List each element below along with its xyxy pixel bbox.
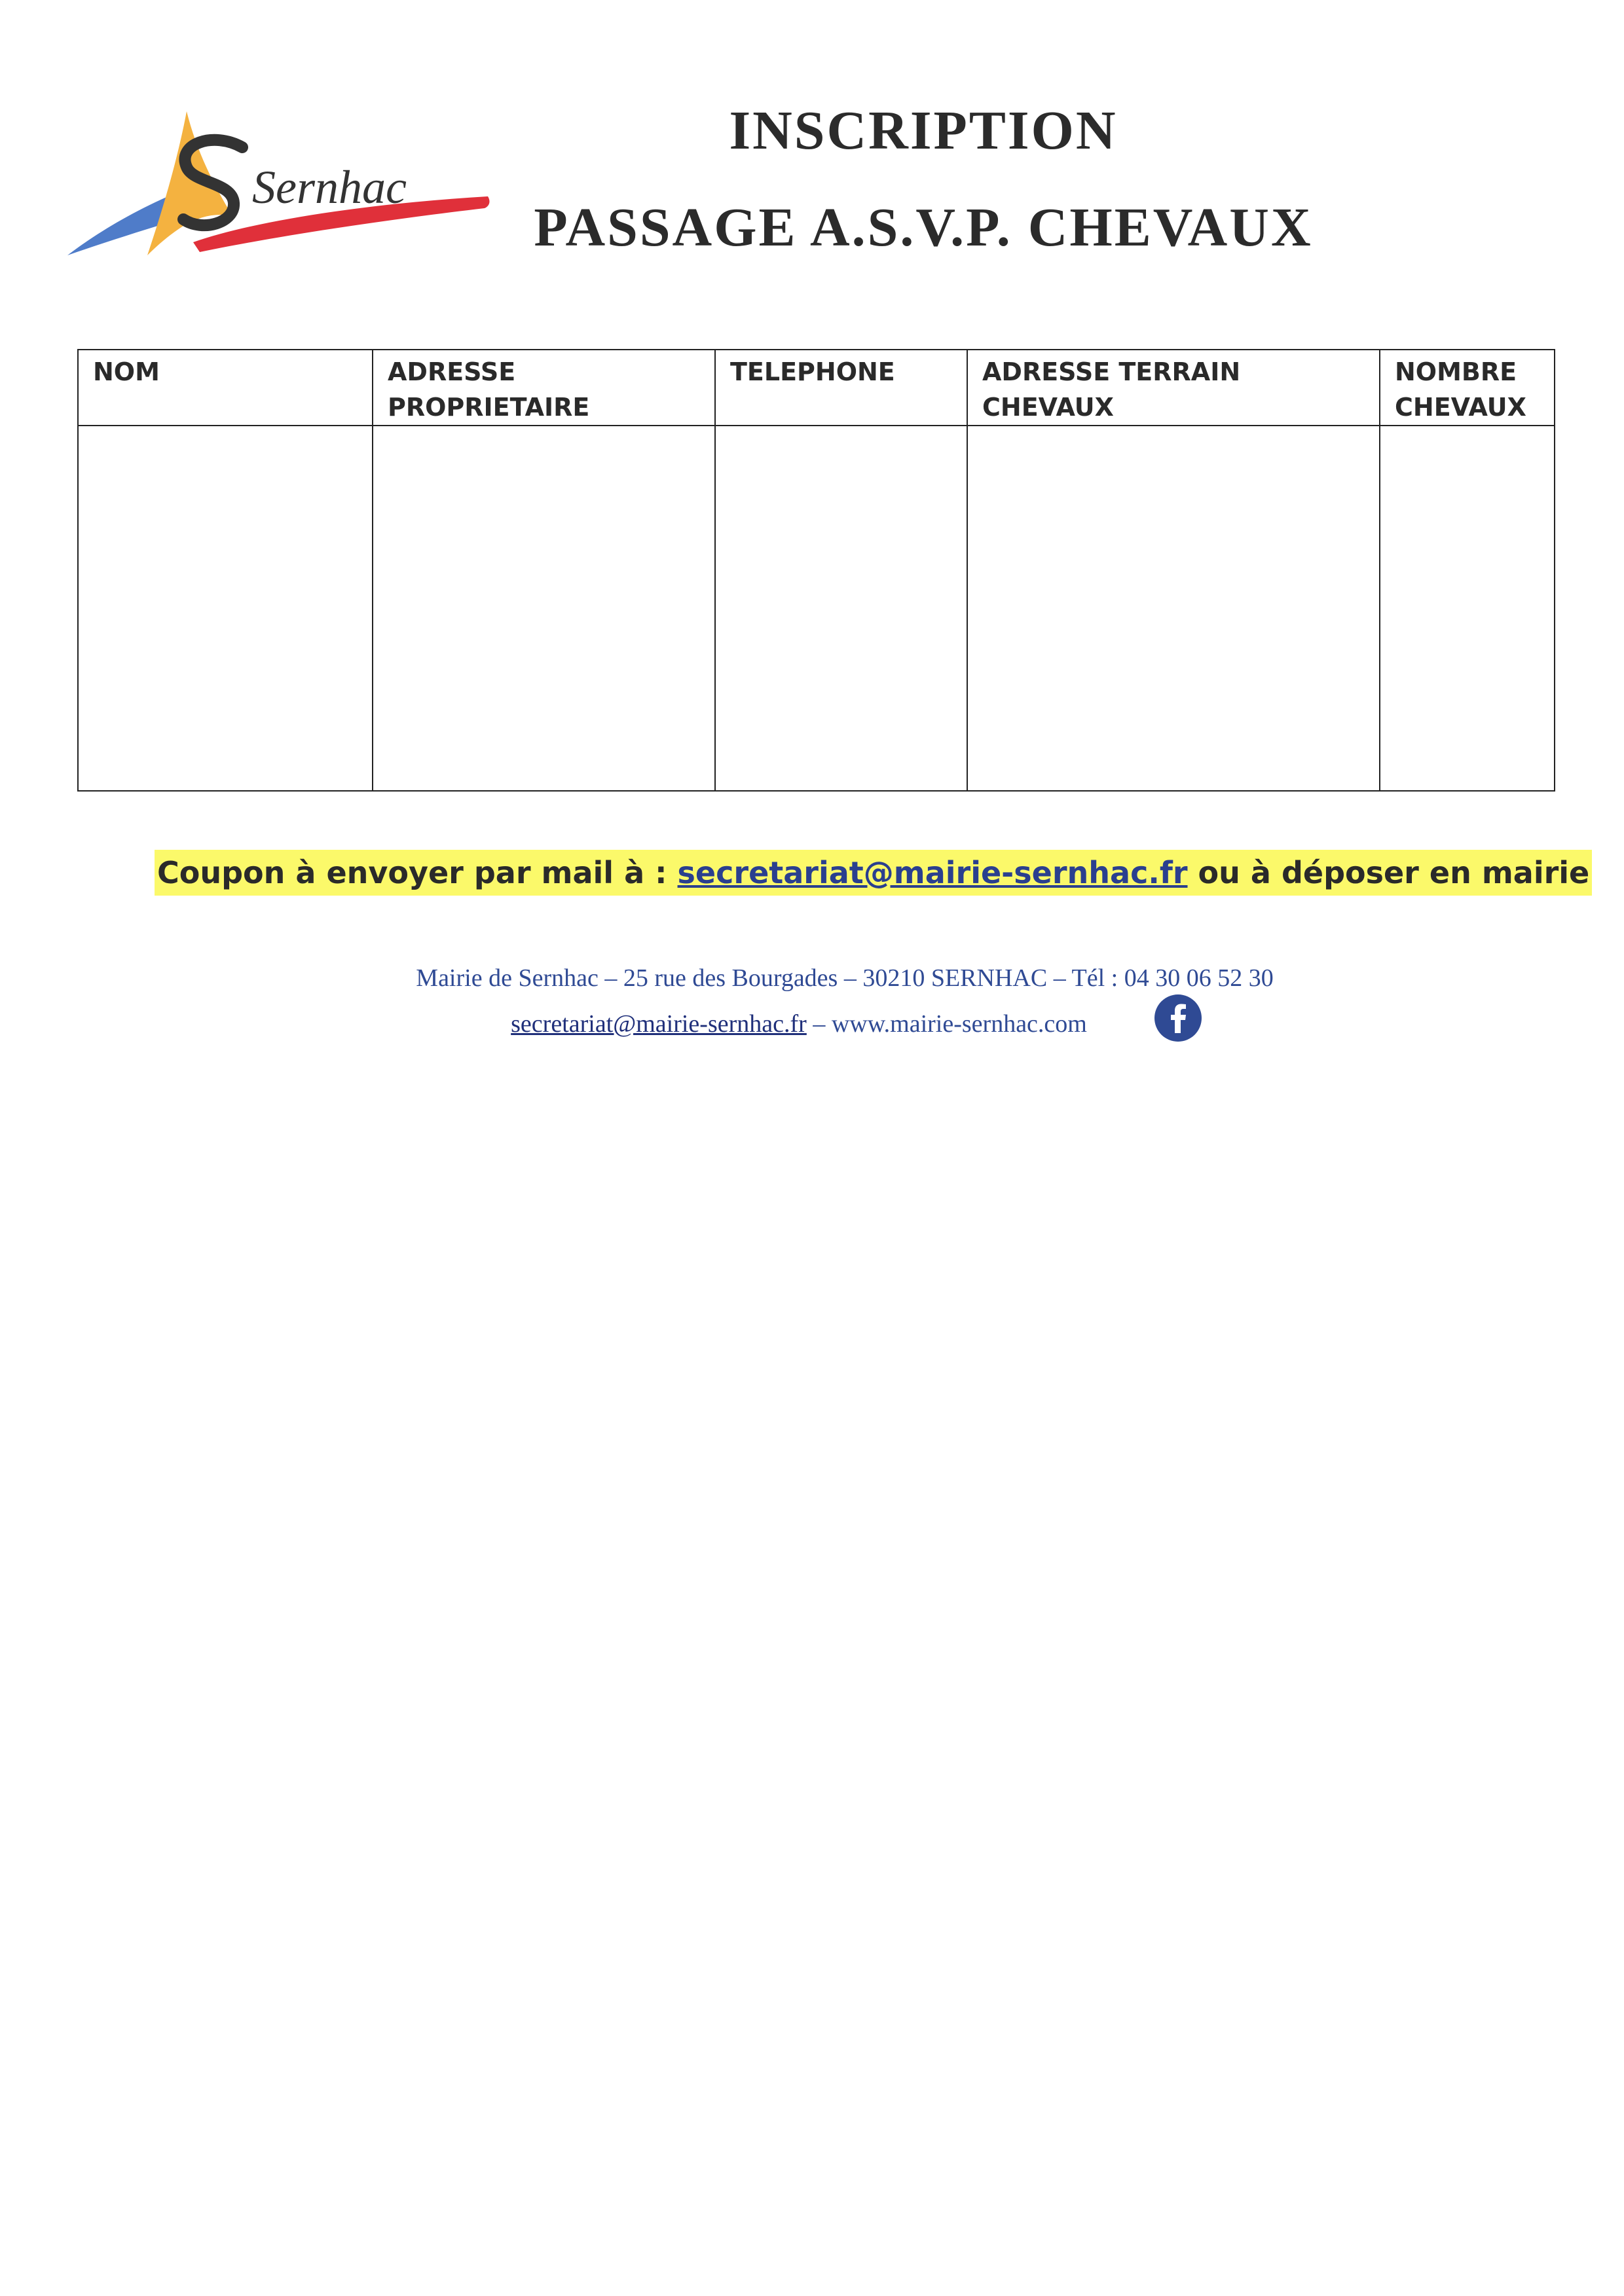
adresse-proprietaire-cell[interactable]: [373, 426, 715, 791]
registration-table: [77, 349, 1555, 792]
facebook-icon[interactable]: [1154, 994, 1202, 1042]
telephone-cell[interactable]: [715, 426, 967, 791]
logo-text: Sernhac: [252, 161, 407, 213]
column-header-adresse-terrain: ADRESSE TERRAIN CHEVAUX: [967, 350, 1380, 426]
footer-website-link[interactable]: www.mairie-sernhac.com: [831, 1010, 1087, 1038]
column-header-nom: NOM: [78, 350, 373, 426]
coupon-instruction: [155, 850, 1592, 896]
footer-contact: [0, 1008, 1611, 1040]
page-title: INSCRIPTION: [729, 100, 1118, 161]
column-header-telephone: TELEPHONE: [715, 350, 967, 426]
nom-cell[interactable]: [78, 426, 373, 791]
coupon-suffix: ou à déposer en mairie: [1187, 855, 1590, 890]
footer-address: Mairie de Sernhac – 25 rue des Bourgades – 30210 SERNHAC – Tél : 04 30 06 52 30: [416, 964, 1274, 992]
coupon-prefix: Coupon à envoyer par mail à :: [157, 855, 678, 890]
footer-email-link[interactable]: secretariat@mairie-sernhac.fr: [511, 1010, 807, 1038]
adresse-terrain-cell[interactable]: [967, 426, 1380, 791]
table-header-row: [78, 350, 1555, 426]
footer-separator: –: [806, 1010, 832, 1038]
sernhac-logo: [62, 105, 494, 268]
table-row: [78, 426, 1555, 791]
coupon-email-link[interactable]: secretariat@mairie-sernhac.fr: [677, 855, 1188, 890]
column-header-adresse-proprietaire: ADRESSE PROPRIETAIRE: [373, 350, 715, 426]
page-subtitle: PASSAGE A.S.V.P. CHEVAUX: [534, 197, 1313, 258]
nombre-chevaux-cell[interactable]: [1380, 426, 1555, 791]
column-header-nombre-chevaux: NOMBRE CHEVAUX: [1380, 350, 1555, 426]
